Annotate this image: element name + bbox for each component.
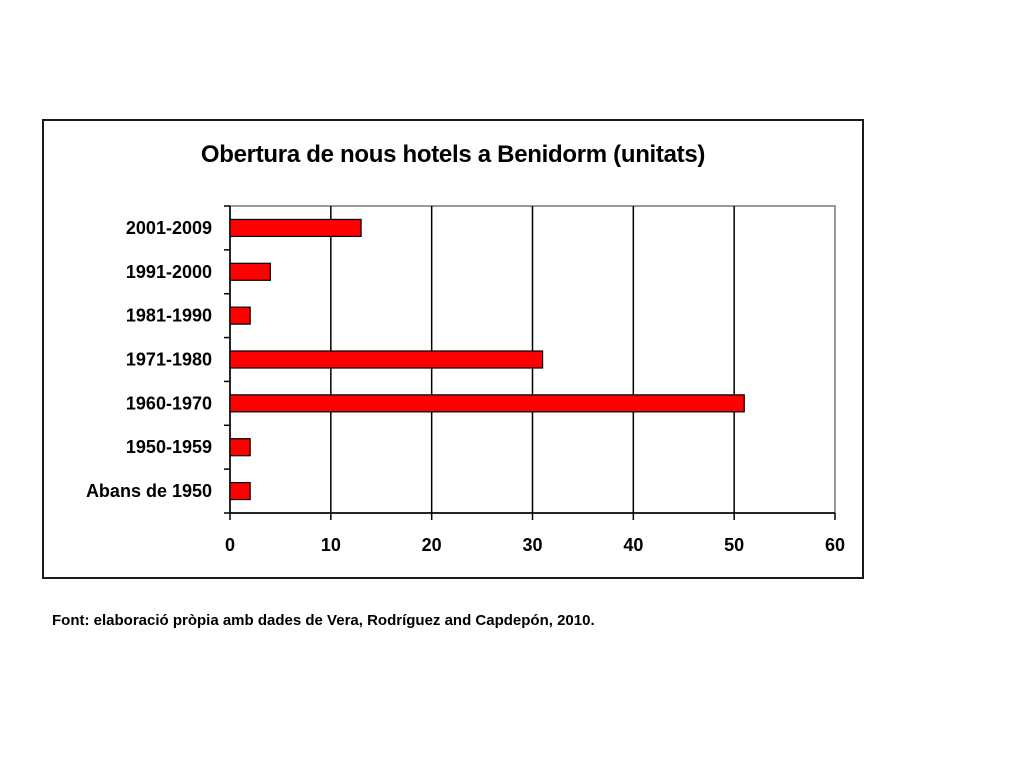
bar (230, 263, 270, 280)
x-tick-label: 30 (522, 535, 543, 555)
chart-frame (42, 119, 864, 579)
y-tick-label: 1960-1970 (125, 393, 212, 414)
bar (230, 219, 361, 236)
x-tick-label: 20 (421, 535, 442, 555)
x-tick-label: 0 (224, 535, 236, 555)
x-tick-label: 10 (320, 535, 341, 555)
bar (230, 351, 543, 368)
y-tick-label: 1950-1959 (125, 437, 212, 458)
chart-title: Obertura de nous hotels a Benidorm (unitats) (200, 141, 706, 168)
y-tick-label: 1991-2000 (125, 261, 212, 282)
x-tick-label: 40 (623, 535, 644, 555)
bar (230, 439, 250, 456)
bar (230, 483, 250, 500)
bar (230, 395, 744, 412)
y-tick-label: 2001-2009 (125, 217, 212, 238)
source-note: Font: elaboració pròpia amb dades de Vera, Rodríguez and Capdepón, 2010. (52, 612, 595, 629)
y-tick-label: 1981-1990 (125, 305, 212, 326)
x-tick-label: 50 (724, 535, 745, 555)
x-tick-label: 60 (824, 535, 846, 555)
y-tick-label: 1971-1980 (125, 349, 212, 370)
chart-plot (44, 121, 862, 577)
y-tick-label: Abans de 1950 (85, 481, 212, 502)
bar (230, 307, 250, 324)
